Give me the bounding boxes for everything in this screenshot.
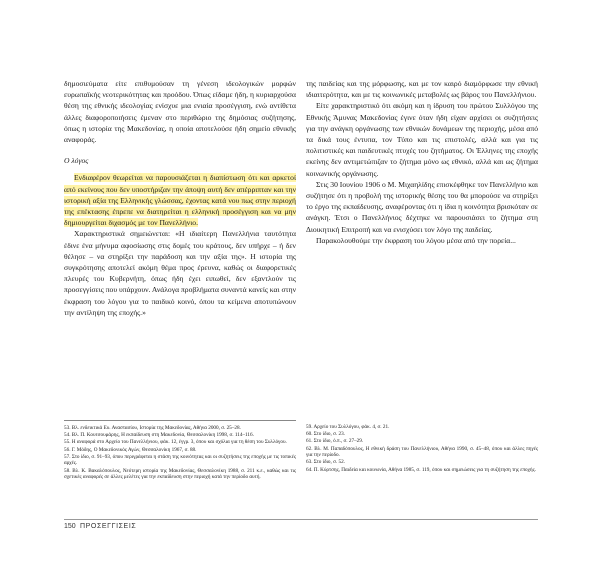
footnote: 56. Γ. Μόδης, Ο Μακεδονικός Αγών, Θεσσαλονίκη 1967, σ. 88. [64,446,197,453]
right-paragraph-2: Στις 30 Ιουνίου 1906 ο Μ. Μιχαηλίδης επισκέφθηκε τον Πανελλήνιο και συζήτησε ότι η προβολή της ιστορικής θέσης του θα μπορούσε να στηρίξει το έργο της εκπαίδευσης, αναφέροντας ότι η ίδια η κοινότητα βρισκόταν σε ανάγκη. Έτσι ο Πανελλήνιος δέχτηκε να παρουσιάσει το ζήτημα στη Διοικητική Επιτροπή και να ενισχύσει τον λόγο της παιδείας. [306,179,538,234]
footnote: 55. Η αναφορά στο Αρχείο του Πανελλήνιου, φάκ. 12, έγγρ. 3, όπου και σχόλια για τη θέση του Συλλόγου. [64,439,287,446]
left-column [64,78,296,318]
right-paragraph-1: Είτε χαρακτηριστικό ότι ακόμη και η ίδρυση του πρώτου Συλλόγου της Εθνικής Άμυνας Μακεδονίας έγινε όταν ήδη είχαν αρχίσει οι συζητήσεις για την ανάγκη οργάνωσης των εθνικών δυνάμεων της περιοχής, μέσα από τα δικά τους έντυπα, τον Τύπο και τις επιστολές, αλλά και για τις πολιτιστικές και παιδευτικές πτυχές του ζητήματος. Οι Έλληνες της εποχής εκείνης δεν αντιμετώπιζαν το ζήτημα μόνο ως εθνικό, αλλά και ως ζήτημα κοινωνικής οργάνωσης. [306,101,538,178]
right-column [306,78,538,246]
footnotes-right [306,420,538,474]
right-paragraph-3: Παρακολουθούμε την έκφραση του λόγου μέσα από την πορεία... [316,235,516,245]
footnote: 58. Βλ. Κ. Βακαλόπουλος, Νεότερη ιστορία της Μακεδονίας, Θεσσαλονίκη 1988, σ. 211 κ.ε., καθώς και τις σχετικές αναφορές σε άλλες μελέτες για την εκπαίδευση στην περιοχή κατά την περίοδο αυτή. [64,467,296,481]
footnote: 62. Βλ. Μ. Παπαδόπουλος, Η εθνική δράση του Πανελλήνιου, Αθήνα 1990, σ. 45–48, όπου και άλλες πηγές για την περίοδο. [306,445,538,459]
footnote: 54. Βλ. Π. Κουτσουμάρης, Η εκπαίδευση στη Μακεδονία, Θεσσαλονίκη 1998, σ. 114–116. [64,432,254,439]
page-footer [64,519,538,534]
footnote: 61. Στο ίδιο, ό.π., σ. 27–29. [306,438,364,445]
left-intro-paragraph: δημοσιεύματα είτε επιθυμούσαν τη γένεση ιδεολογικών μορφών ευρωπαϊκής νεοτερικότητας και προόδου. Όπως είδαμε ήδη, η κυριαρχούσα θέση της εθνικής ιδεολογίας ενίσχυε μια ενιαία προσέγγιση, ενώ αντίθετα άλλες διαφοροποιήσεις έμεναν στο περιθώριο της δημόσιας συζήτησης, όπως η ιστορία της Μακεδονίας, η οποία αποτελούσε ήδη σημείο εθνικής αναφοράς. [64,79,296,145]
footnotes-left [64,420,296,481]
page-number: 150 [64,523,76,530]
footnote: 60. Στο ίδιο, σ. 23. [306,431,345,438]
footnote: 64. Π. Κύρτσης, Παιδεία και κοινωνία, Αθήνα 1985, σ. 119, όπου και σημειώσεις για τη συζήτηση της εποχής. [306,466,536,473]
footnote: 59. Αρχείο του Συλλόγου, φάκ. 4, σ. 21. [306,424,390,430]
footnote: 57. Στο ίδιο, σ. 91–93, όπου περιγράφεται η στάση της κοινότητας και οι συζητήσεις της εποχής με τις τοπικές αρχές. [64,453,296,467]
footnote: 63. Στο ίδιο, σ. 52. [306,459,345,466]
left-body-paragraph: Χαρακτηριστικά σημειώνεται: «Η ιδιαίτερη Πανελλήνια ταυτότητα έδινε ένα μήνυμα αφοσίωσης στις δομές του κράτους, δεν υπήρχε – ή δεν θέλησε – να στηρίξει την παράδοση και την αξία της». Η ιστορία της συγκρότησης αποτελεί ακόμη θέμα προς έρευνα, καθώς οι διαφορετικές πλευρές του Κυβερνήτη, όπως ήδη έχει ειπωθεί, δεν εξαντλούν τις προσεγγίσεις που υπάρχουν. Ανάλογα προβλήματα συναντά κανείς και στην έκφραση του λόγου για το παιδικό κοινό, όπου τα κείμενα αποτυπώνουν την αντίληψη της εποχής.» [64,229,296,317]
section-label: Ο λόγος [64,156,89,166]
right-intro-paragraph: της παιδείας και της μόρφωσης, και με τον καιρό διαμόρφωσε την εθνική ιδιαιτερότητα, και με τις κοινωνικές μεταβολές ως βάρος του Πανελλήνιου. [306,79,538,100]
left-highlight-paragraph [64,172,296,228]
highlighted-text: Ενδιαφέρον θεωρείται να παρουσιάζεται η διαπίστωση ότι και αρκετοί από εκείνους που δεν υποστήριζαν την άποψη αυτή δεν απέρριπταν και την ιστορική αξία της Ελληνικής γλώσσας, έχοντας κατά νου πως στην περιοχή της επέκτασης έπρεπε να διατηρείται η ελληνική προσέγγιση και να μην δημιουργείται διχασμός με τον Πανελλήνιο. [64,173,296,228]
running-title: ΠΡΟΣΕΓΓΙΣΕΙΣ [80,523,137,530]
footnote: 53. Βλ. ενδεικτικά Ευ. Αναστασίου, Ιστορία της Μακεδονίας, Αθήνα 2000, σ. 25–28. [64,425,241,431]
